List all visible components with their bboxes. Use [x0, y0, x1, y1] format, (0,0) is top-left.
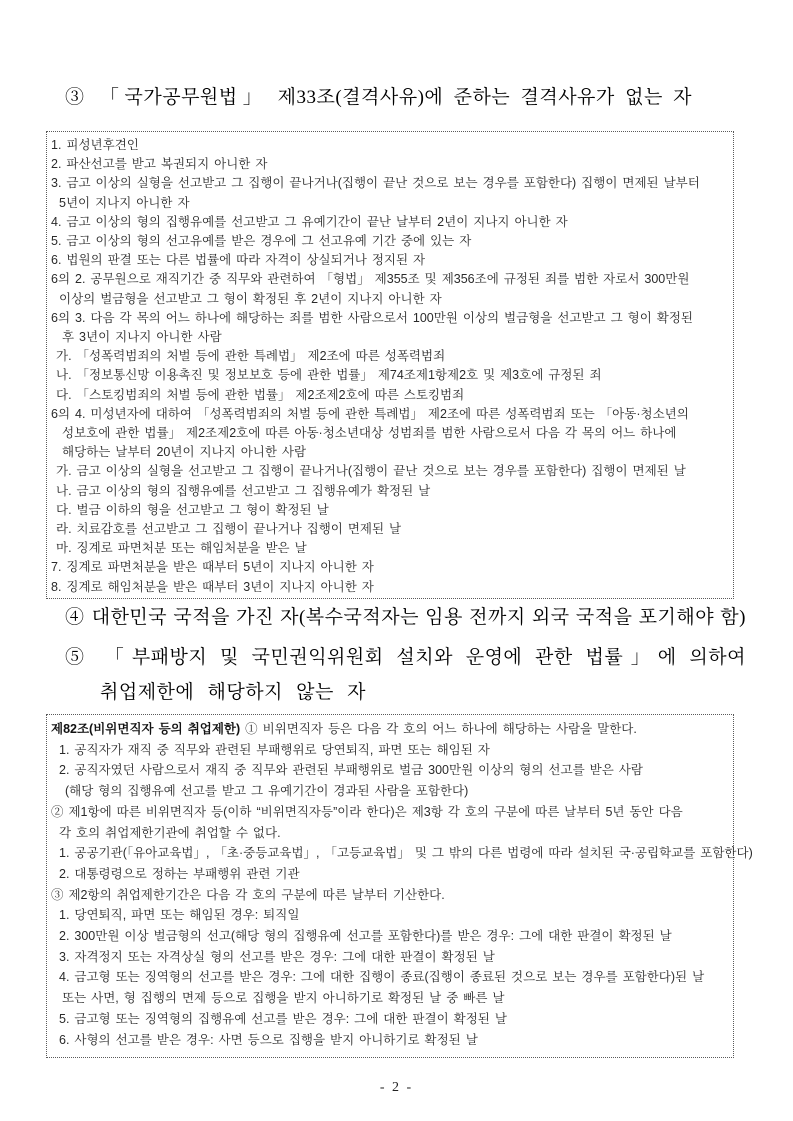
clause-text: 1. 공직자가 재직 중 직무와 관련된 부패행위로 당연퇴직, 파면 또는 해임된 자 — [59, 742, 490, 757]
law-clause-line — [51, 967, 730, 988]
clause-text: 또는 사면, 형 집행의 면제 등으로 집행을 받지 아니하기로 확정된 날 중 빠른 날 — [62, 991, 505, 1006]
clause-text: 이상의 벌금형을 선고받고 그 형이 확정된 후 2년이 지나지 아니한 자 — [59, 291, 442, 306]
law-clause-line — [51, 501, 730, 520]
clause-text: 가. 금고 이상의 실형을 선고받고 그 집행이 끝나거나(집행이 끝난 것으로 보는 경우를 포함한다) 집행이 면제된 날 — [56, 464, 686, 479]
clause-text: 해당하는 날부터 20년이 지나지 아니한 사람 — [62, 445, 307, 460]
clause-text: 가. 「성폭력범죄의 처벌 등에 관한 특례법」 제2조에 따른 성폭력범죄 — [56, 349, 446, 364]
clause-text: ② 제1항에 따른 비위면직자 등(이하 “비위면직자등”이라 한다)은 제3항 각 호의 구분에 따른 날부터 5년 동안 다음 — [51, 804, 683, 819]
law-clause-line — [51, 213, 730, 232]
law-clause-line — [51, 988, 730, 1009]
article-82-box — [46, 714, 753, 1058]
law-clause-line — [51, 719, 730, 740]
law-clause-line — [51, 926, 730, 947]
law-clause-line — [51, 802, 730, 823]
clause-text: 6의 4. 미성년자에 대하여 「성폭력범죄의 처벌 등에 관한 특례법」 제2조에 따른 성폭력범죄 또는 「아동·청소년의 — [51, 406, 689, 421]
law-clause-line — [51, 905, 730, 926]
heading-employment-restriction-line2: 취업제한에 해당하지 않는 자 — [100, 682, 366, 703]
law-clause-line — [51, 864, 730, 885]
law-clause-line — [51, 520, 730, 539]
law-clause-line — [51, 232, 730, 251]
clause-text: 8. 징계로 해임처분을 받은 때부터 3년이 지나지 아니한 자 — [51, 579, 374, 594]
law-clause-line — [51, 136, 730, 155]
clause-text: 2. 300만원 이상 벌금형의 선고(해당 형의 집행유예 선고를 포함한다)를 받은 경우: 그에 대한 판결이 확정된 날 — [59, 929, 672, 944]
law-clause-line — [51, 194, 730, 213]
clause-text: 1. 당연퇴직, 파면 또는 해임된 경우: 퇴직일 — [59, 908, 300, 923]
law-clause-line — [51, 1009, 730, 1030]
clause-text: 다. 벌금 이하의 형을 선고받고 그 형이 확정된 날 — [56, 502, 329, 517]
law-clause-line — [51, 1030, 730, 1051]
law-clause-line — [51, 539, 730, 558]
law-clause-line — [51, 174, 730, 193]
law-clause-line — [51, 462, 730, 481]
law-clause-line — [51, 405, 730, 424]
clause-text: 3. 자격정지 또는 자격상실 형의 선고를 받은 경우: 그에 대한 판결이 확정된 날 — [59, 949, 495, 964]
page-number: - 2 - — [379, 1080, 414, 1095]
clause-text: 2. 파산선고를 받고 복권되지 아니한 자 — [51, 157, 268, 172]
clause-text: 4. 금고 이상의 형의 집행유예를 선고받고 그 유예기간이 끝난 날부터 2년이 지나지 아니한 자 — [51, 214, 568, 229]
law-clause-line — [51, 558, 730, 577]
clause-text: 마. 징계로 파면처분 또는 해임처분을 받은 날 — [56, 541, 307, 556]
clause-text: 2. 공직자였던 사람으로서 재직 중 직무와 관련된 부패행위로 벌금 300만원 이상의 형의 선고를 받은 사람 — [59, 763, 643, 778]
clause-text: 다. 「스토킹범죄의 처벌 등에 관한 법률」 제2조제2호에 따른 스토킹범죄 — [56, 387, 465, 402]
law-clause-line — [51, 843, 753, 864]
law-clause-line — [51, 155, 730, 174]
clause-text: 후 3년이 지나지 아니한 사람 — [62, 330, 222, 345]
law-clause-line — [51, 290, 730, 309]
law-clause-line — [51, 781, 730, 802]
law-clause-line — [51, 578, 730, 597]
heading-eligibility-disqualification: ③ 「국가공무원법」 제33조(결격사유)에 준하는 결격사유가 없는 자 — [65, 87, 692, 108]
clause-text: 6의 2. 공무원으로 재직기간 중 직무와 관련하여 「형법」 제355조 및 제356조에 규정된 죄를 범한 자로서 300만원 — [51, 272, 690, 287]
clause-text: 3. 금고 이상의 실형을 선고받고 그 집행이 끝나거나(집행이 끝난 것으로 보는 경우를 포함한다) 집행이 면제된 날부터 — [51, 176, 700, 191]
clause-text: 4. 금고형 또는 징역형의 선고를 받은 경우: 그에 대한 집행이 종료(집행이 종료된 것으로 보는 경우를 포함한다)된 날 — [59, 970, 705, 985]
law-clause-line — [51, 823, 730, 844]
clause-text: 7. 징계로 파면처분을 받은 때부터 5년이 지나지 아니한 자 — [51, 560, 374, 575]
law-clause-line — [51, 328, 730, 347]
clause-text: ③ 제2항의 취업제한기간은 다음 각 호의 구분에 따른 날부터 기산한다. — [51, 887, 445, 902]
law-clause-line — [51, 386, 730, 405]
disqualification-criteria-box — [46, 131, 734, 599]
clause-text: 1. 공공기관(「유아교육법」, 「초·중등교육법」, 「고등교육법」 및 그 밖의 다른 법령에 따라 설치된 국·공립학교를 포함한다) — [59, 846, 753, 861]
clause-text: (해당 형의 집행유예 선고를 받고 그 유예기간이 경과된 사람을 포함한다) — [65, 784, 469, 799]
clause-text: 2. 대통령령으로 정하는 부패행위 관련 기관 — [59, 866, 300, 881]
clause-text: 성보호에 관한 법률」 제2조제2호에 따른 아동·청소년대상 성범죄를 범한 사람으로서 다음 각 목의 어느 하나에 — [62, 426, 677, 441]
clause-text: 나. 「정보통신망 이용촉진 및 정보보호 등에 관한 법률」 제74조제1항제2호 및 제3호에 규정된 죄 — [56, 368, 602, 383]
law-clause-line — [51, 482, 730, 501]
law-clause-line — [51, 947, 730, 968]
clause-text: 1. 피성년후견인 — [51, 138, 139, 152]
clause-text: 라. 치료감호를 선고받고 그 집행이 끝나거나 집행이 면제된 날 — [56, 522, 402, 537]
clause-text: 6. 사형의 선고를 받은 경우: 사면 등으로 집행을 받지 아니하기로 확정된 날 — [59, 1032, 478, 1047]
clause-text: 5. 금고 이상의 형의 선고유예를 받은 경우에 그 선고유예 기간 중에 있는 자 — [51, 234, 472, 249]
law-clause-line — [51, 366, 730, 385]
law-clause-line — [51, 760, 730, 781]
clause-text: 각 호의 취업제한기관에 취업할 수 없다. — [59, 825, 281, 840]
law-clause-line — [51, 443, 730, 462]
clause-text: 나. 금고 이상의 형의 집행유예를 선고받고 그 집행유예가 확정된 날 — [56, 483, 431, 498]
law-clause-line — [51, 347, 730, 366]
clause-text: 6의 3. 다음 각 목의 어느 하나에 해당하는 죄를 범한 사람으로서 100만원 이상의 벌금형을 선고받고 그 형이 확정된 — [51, 310, 693, 325]
heading-employment-restriction-line1: ⑤ 「부패방지 및 국민권익위원회 설치와 운영에 관한 법률」에 의하여 — [65, 647, 746, 668]
clause-text: 5. 금고형 또는 징역형의 집행유예 선고를 받은 경우: 그에 대한 판결이 확정된 날 — [59, 1011, 507, 1026]
clause-bold-prefix: 제82조(비위면직자 등의 취업제한) — [51, 722, 241, 736]
law-clause-line — [51, 885, 730, 906]
law-clause-line — [51, 740, 730, 761]
law-clause-line — [51, 424, 730, 443]
clause-text: ① 비위면직자 등은 다음 각 호의 어느 하나에 해당하는 사람을 말한다. — [240, 722, 637, 736]
heading-nationality: ④ 대한민국 국적을 가진 자(복수국적자는 임용 전까지 외국 국적을 포기해야 함) — [65, 607, 746, 628]
law-clause-line — [51, 270, 730, 289]
law-clause-line — [51, 251, 730, 270]
law-clause-line — [51, 309, 730, 328]
clause-text: 5년이 지나지 아니한 자 — [59, 195, 190, 210]
clause-text: 6. 법원의 판결 또는 다른 법률에 따라 자격이 상실되거나 정지된 자 — [51, 253, 426, 268]
